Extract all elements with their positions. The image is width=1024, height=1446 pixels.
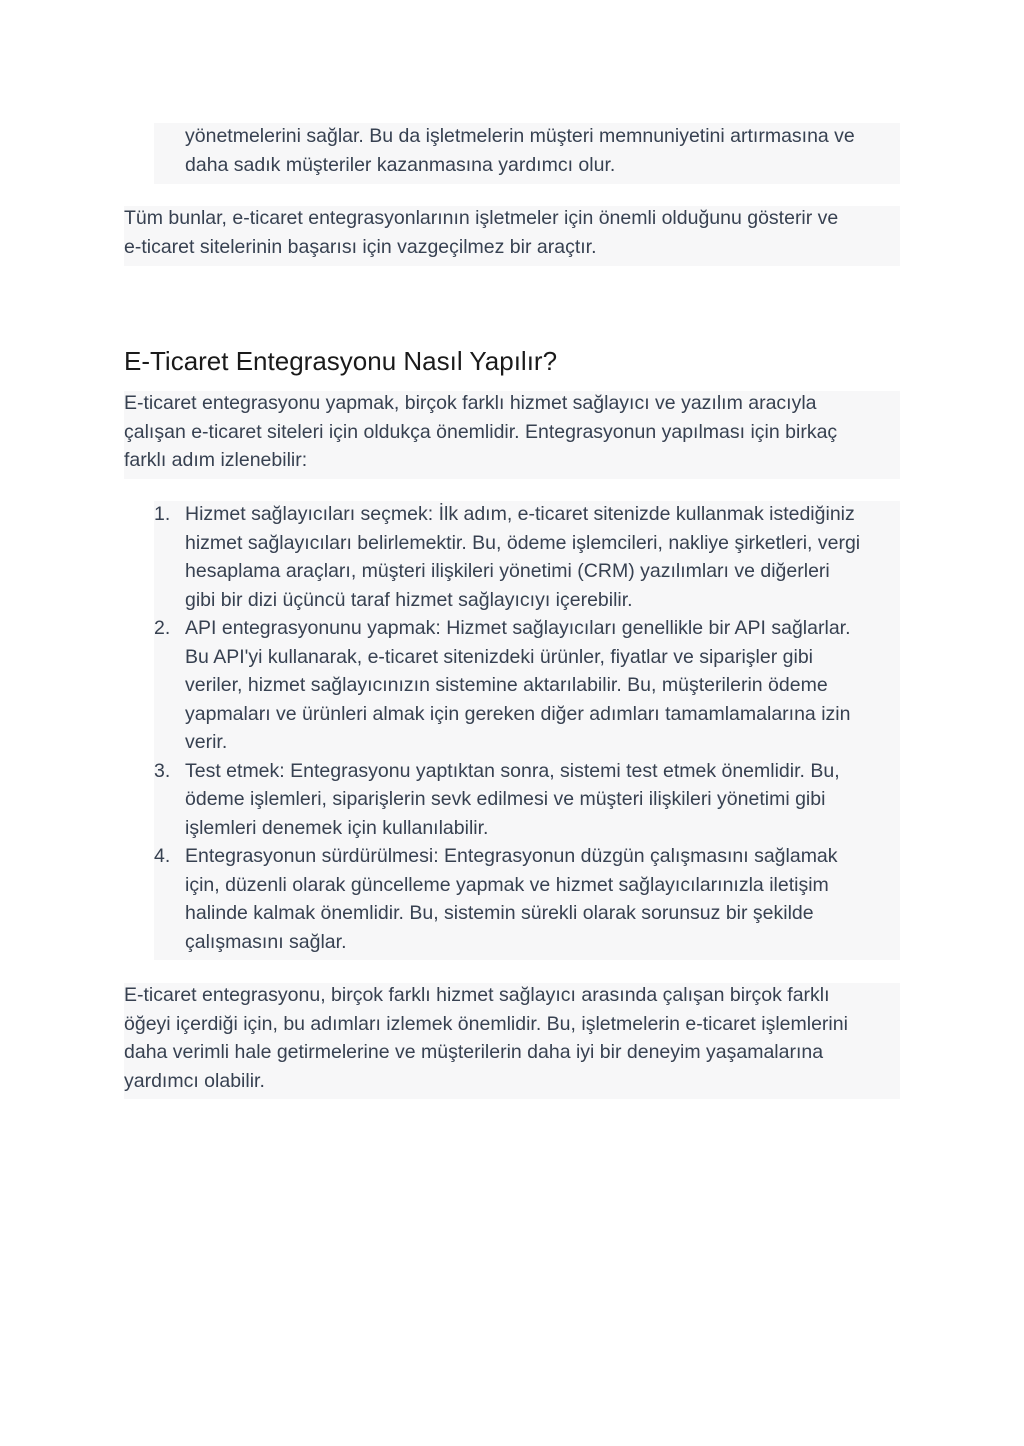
step-number: 2. — [154, 617, 171, 639]
step-number: 1. — [154, 503, 171, 525]
text-line: Tüm bunlar, e-ticaret entegrasyonlarının işletmeler için önemli olduğunu gösterir ve — [124, 207, 839, 229]
text-line: Test etmek: Entegrasyonu yaptıktan sonra, sistemi test etmek önemlidir. Bu, — [185, 759, 840, 782]
text-line: E-ticaret entegrasyonu, birçok farklı hizmet sağlayıcı arasında çalışan birçok farklı — [124, 984, 830, 1006]
text-line: yardımcı olabilir. — [124, 1069, 265, 1092]
text-line: E-ticaret entegrasyonu yapmak, birçok farklı hizmet sağlayıcı ve yazılım aracıyla — [124, 392, 817, 414]
step-number: 3. — [154, 759, 171, 782]
text-line: ödeme işlemleri, siparişlerin sevk edilmesi ve müşteri ilişkileri yönetimi gibi — [185, 788, 826, 810]
text-line: hizmet sağlayıcıları belirlemektir. Bu, ödeme işlemcileri, nakliye şirketleri, vergi — [185, 531, 861, 554]
text-line: daha sadık müşteriler kazanmasına yardımcı olur. — [185, 153, 616, 176]
text-line: öğeyi içerdiği için, bu adımları izlemek önemlidir. Bu, işletmelerin e-ticaret işlemlerini — [124, 1012, 848, 1035]
steps-list — [154, 500, 900, 956]
text-line: işlemleri denemek için kullanılabilir. — [185, 816, 489, 839]
text-line: Hizmet sağlayıcıları seçmek: İlk adım, e-ticaret sitenizde kullanmak istediğiniz — [185, 503, 855, 525]
text-line: farklı adım izlenebilir: — [124, 449, 308, 471]
step-item — [154, 842, 900, 956]
text-line: gibi bir dizi üçüncü taraf hizmet sağlayıcıyı içerebilir. — [185, 588, 633, 611]
step-item — [154, 614, 900, 757]
text-line: çalışmasını sağlar. — [185, 930, 347, 953]
summary-paragraph — [124, 204, 900, 261]
text-line: daha verimli hale getirmelerine ve müşterilerin daha iyi bir deneyim yaşamalarına — [124, 1041, 824, 1063]
intro-continuation — [185, 122, 900, 179]
text-line: e-ticaret sitelerinin başarısı için vazgeçilmez bir araçtır. — [124, 235, 597, 258]
text-line: için, düzenli olarak güncelleme yapmak ve hizmet sağlayıcılarınızla iletişim — [185, 873, 829, 896]
step-number: 4. — [154, 845, 171, 867]
section-heading: E-Ticaret Entegrasyonu Nasıl Yapılır? — [124, 346, 558, 376]
step-item — [154, 757, 900, 843]
text-line: Bu API'yi kullanarak, e-ticaret sitenizdeki ürünler, fiyatlar ve siparişler gibi — [185, 645, 813, 668]
text-line: verir. — [185, 731, 228, 753]
text-line: yapmaları ve ürünleri almak için gereken diğer adımları tamamlamalarına izin — [185, 702, 851, 725]
text-line: Entegrasyonun sürdürülmesi: Entegrasyonun düzgün çalışmasını sağlamak — [185, 845, 838, 867]
text-line: yönetmelerini sağlar. Bu da işletmelerin müşteri memnuniyetini artırmasına ve — [185, 125, 855, 147]
text-line: halinde kalmak önemlidir. Bu, sistemin sürekli olarak sorunsuz bir şekilde — [185, 902, 814, 924]
text-line: çalışan e-ticaret siteleri için oldukça önemlidir. Entegrasyonun yapılması için birkaç — [124, 420, 838, 443]
closing-paragraph — [124, 981, 900, 1095]
step-item — [154, 500, 900, 614]
section-intro — [124, 389, 900, 475]
text-line: veriler, hizmet sağlayıcınızın sistemine aktarılabilir. Bu, müşterilerin ödeme — [185, 674, 828, 696]
text-line: hesaplama araçları, müşteri ilişkileri yönetimi (CRM) yazılımları ve diğerleri — [185, 560, 830, 582]
text-line: API entegrasyonunu yapmak: Hizmet sağlayıcıları genellikle bir API sağlarlar. — [185, 617, 851, 639]
